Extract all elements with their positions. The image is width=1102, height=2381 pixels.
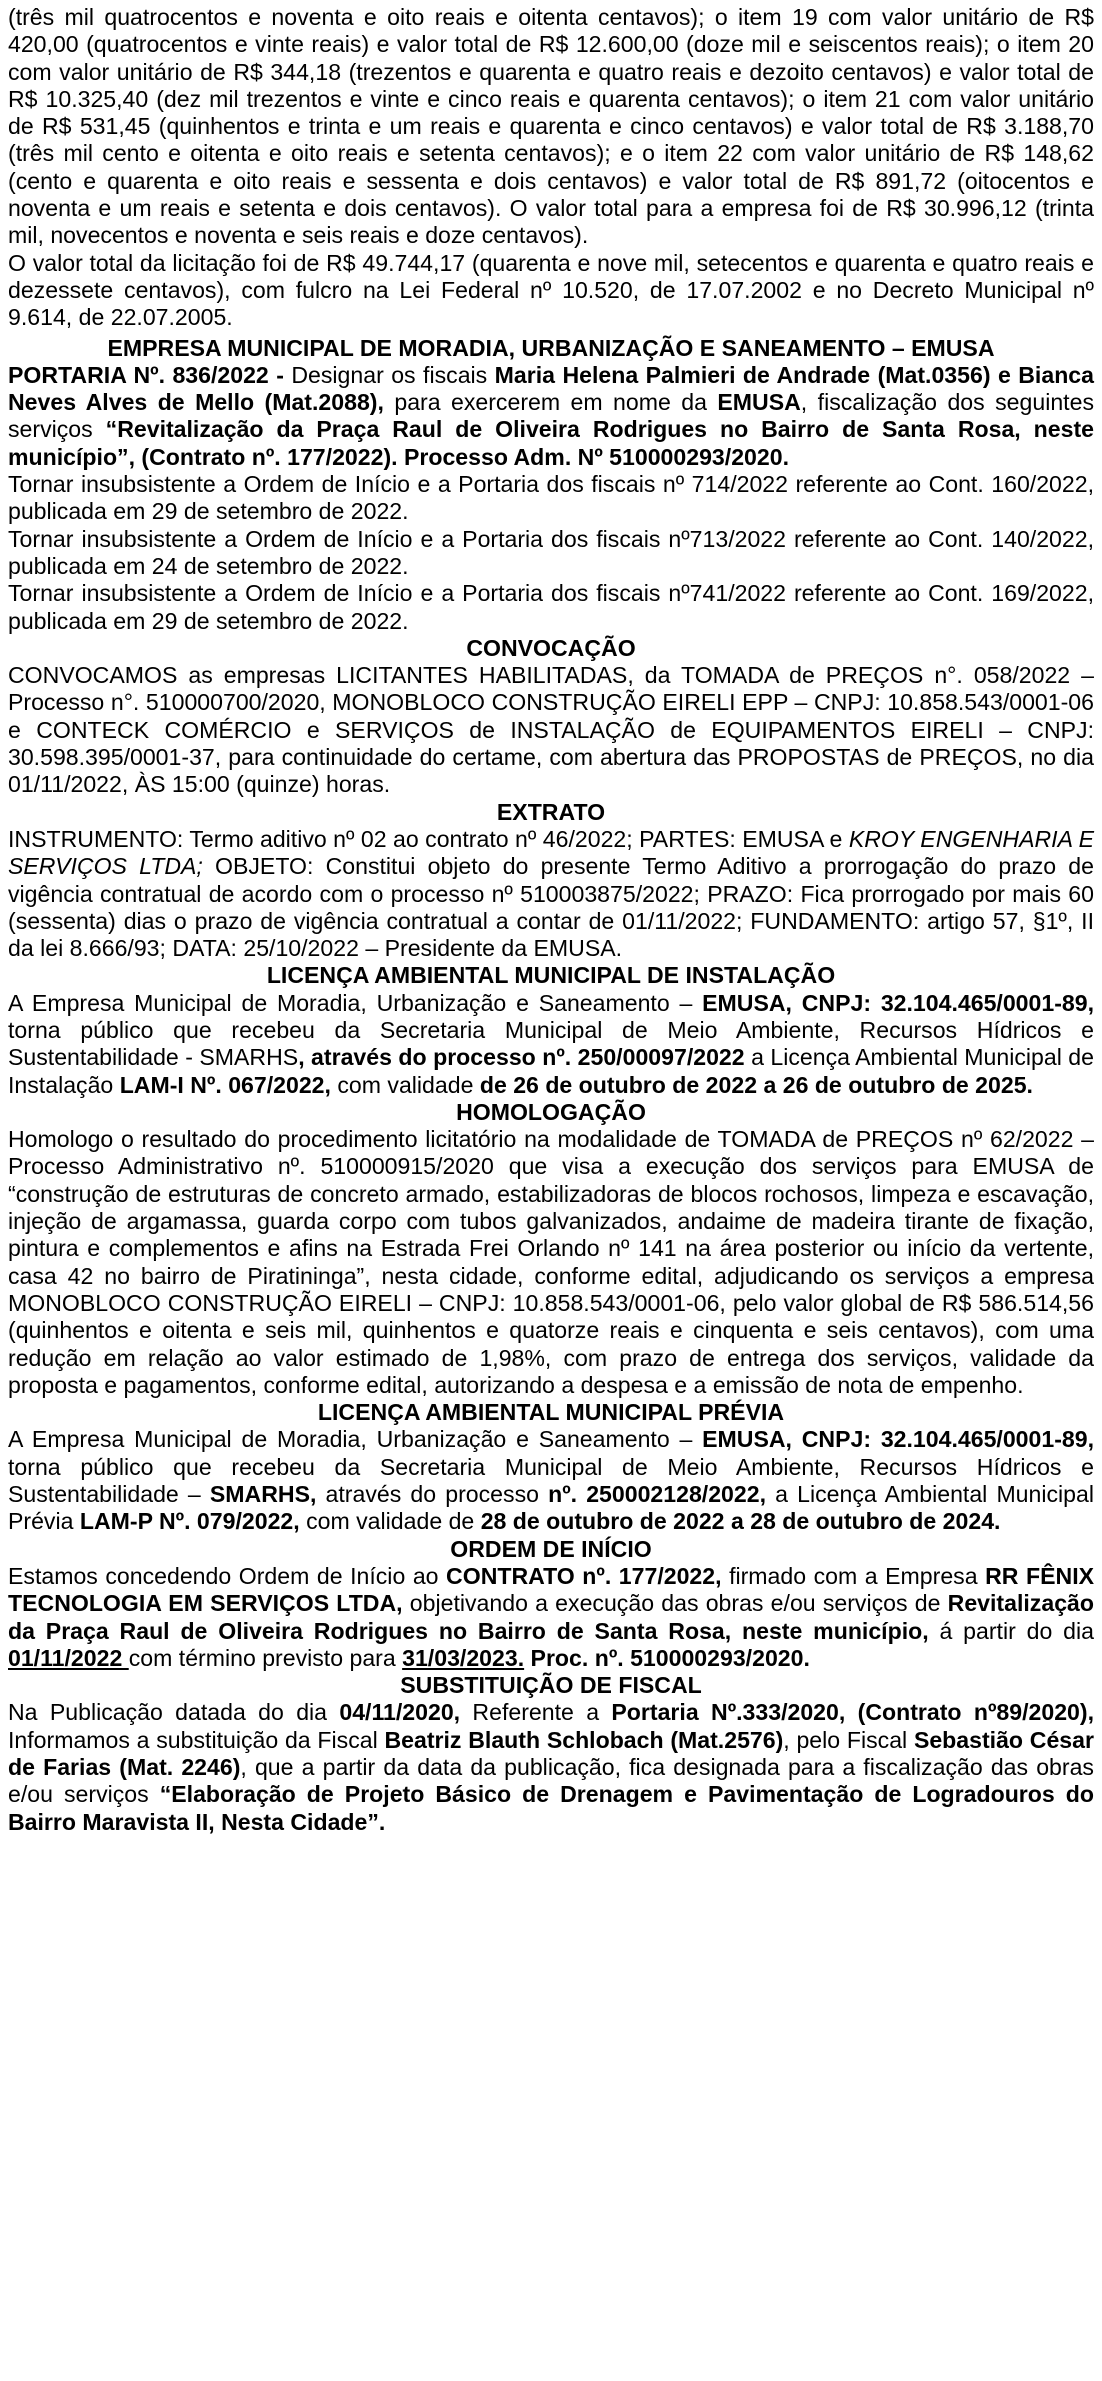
licenca-instalacao-title: LICENÇA AMBIENTAL MUNICIPAL DE INSTALAÇÃO — [266, 962, 836, 989]
total-paragraph: O valor total da licitação foi de R$ 49.744,17 (quarenta e nove mil, setecentos e quarenta e quatro reais e dezessete centavos), com fulcro na Lei Federal nº 10.520, de 17.07.2002 e no Decreto Municipal nº 9.614, de 22.07.2005. — [8, 249, 1094, 331]
extrato-title: EXTRATO — [496, 798, 606, 825]
portaria-service: “Revitalização da Praça Raul de Oliveira Rodrigues no Bairro de Santa Rosa, neste município”, (Contrato nº. 177/2022). Processo Adm. Nº 510000293/2020. — [8, 416, 1094, 470]
insubsistente-paragraph: Tornar insubsistente a Ordem de Início e a Portaria dos fiscais nº713/2022 referente ao Cont. 140/2022, publicada em 24 de setembro de 2022. — [8, 525, 1094, 579]
convocacao-body: CONVOCAMOS as empresas LICITANTES HABILITADAS, da TOMADA de PREÇOS n°. 058/2022 – Processo n°. 510000700/2020, MONOBLOCO CONSTRUÇÃO EIRELI EPP – CNPJ: 10.858.543/0001-06 e CONTECK COMÉRCIO e SERVIÇOS de INSTALAÇÃO de EQUIPAMENTOS EIRELI – CNPJ: 30.598.395/0001-37, para continuidade do certame, com abertura das PROPOSTAS de PREÇOS, no dia 01/11/2022, ÀS 15:00 (quinze) horas. — [8, 662, 1094, 798]
continuation-paragraph: (três mil quatrocentos e noventa e oito reais e oitenta centavos); o item 19 com valor unitário de R$ 420,00 (quatrocentos e vinte reais) e valor total de R$ 12.600,00 (doze mil e seiscentos reais); o item 20 com valor unitário de R$ 344,18 (trezentos e quarenta e quatro reais e dezoito centavos) e valor total de R$ 10.325,40 (dez mil trezentos e vinte e cinco reais e quarenta centavos); o item 21 com valor unitário de R$ 531,45 (quinhentos e trinta e um reais e quarenta e cinco centavos) e valor total de R$ 3.188,70 (três mil cento e oitenta e oito reais e setenta centavos); e o item 22 com valor unitário de R$ 148,62 (cento e quarenta e oito reais e sessenta e dois centavos) e valor total de R$ 891,72 (oitocentos e noventa e um reais e setenta e dois centavos). O valor total para a empresa foi de R$ 30.996,12 (trinta mil, novecentos e noventa e seis reais e doze centavos). — [8, 4, 1094, 249]
licenca-previa-title: LICENÇA AMBIENTAL MUNICIPAL PRÉVIA — [317, 1399, 785, 1426]
substituicao-body: Na Publicação datada do dia 04/11/2020, Referente a Portaria Nº.333/2020, (Contrato nº89/2020), Informamos a substituição da Fiscal Beatriz Blauth Schlobach (Mat.2576), pelo Fiscal Sebastião César de Farias (Mat. 2246), que a partir da data da publicação, fica designada para a fiscalização das obras e/ou serviços “Elaboração de Projeto Básico de Drenagem e Pavimentação de Logradouros do Bairro Maravista II, Nesta Cidade”. — [8, 1699, 1094, 1835]
extrato-body: INSTRUMENTO: Termo aditivo nº 02 ao contrato nº 46/2022; PARTES: EMUSA e KROY ENGENHARIA E SERVIÇOS LTDA; OBJETO: Constitui objeto do presente Termo Aditivo a prorrogação do prazo de vigência contratual de acordo com o processo nº 510003875/2022; PRAZO: Fica prorrogado por mais 60 (sessenta) dias o prazo de vigência contratual a contar de 01/11/2022; FUNDAMENTO: artigo 57, §1º, II da lei 8.666/93; DATA: 25/10/2022 – Presidente da EMUSA. — [8, 825, 1094, 962]
portaria-paragraph: PORTARIA Nº. 836/2022 - Designar os fiscais Maria Helena Palmieri de Andrade (Mat.0356) e Bianca Neves Alves de Mello (Mat.2088), para exercerem em nome da EMUSA, fiscalização dos seguintes serviços “Revitalização da Praça Raul de Oliveira Rodrigues no Bairro de Santa Rosa, neste município”, (Contrato nº. 177/2022). Processo Adm. Nº 510000293/2020. — [8, 361, 1094, 470]
insubsistente-paragraph: Tornar insubsistente a Ordem de Início e a Portaria dos fiscais nº 714/2022 referente ao Cont. 160/2022, publicada em 29 de setembro de 2022. — [8, 471, 1094, 525]
end-date: 31/03/2023. — [402, 1644, 525, 1671]
licenca-previa-body: A Empresa Municipal de Moradia, Urbanização e Saneamento – EMUSA, CNPJ: 32.104.465/0001-89, torna público que recebeu da Secretaria Municipal de Meio Ambiente, Recursos Hídricos e Sustentabilidade – SMARHS, através do processo nº. 250002128/2022, a Licença Ambiental Municipal Prévia LAM-P Nº. 079/2022, com validade de 28 de outubro de 2022 a 28 de outubro de 2024. — [8, 1426, 1094, 1535]
emusa-section-header: EMPRESA MUNICIPAL DE MORADIA, URBANIZAÇÃO E SANEAMENTO – EMUSA — [107, 334, 995, 361]
extrato-company: KROY ENGENHARIA E SERVIÇOS LTDA; — [8, 825, 1094, 880]
portaria-number: PORTARIA Nº. 836/2022 - — [8, 361, 284, 388]
homologacao-body: Homologo o resultado do procedimento licitatório na modalidade de TOMADA de PREÇOS nº 62/2022 – Processo Administrativo nº. 510000915/2020 que visa a execução dos serviços para EMUSA de “construção de estruturas de concreto armado, estabilizadoras de blocos rochosos, limpeza e escavação, injeção de argamassa, guarda corpo com tubos galvanizados, andaime de madeira tirante de fixação, pintura e complementos e afins na Estrada Frei Orlando nº 141 na área posterior ou início da vertente, casa 42 no bairro de Piratininga”, nesta cidade, conforme edital, adjudicando os serviços a empresa MONOBLOCO CONSTRUÇÃO EIRELI – CNPJ: 10.858.543/0001-06, pelo valor global de R$ 586.514,56 (quinhentos e oitenta e seis mil, quinhentos e quatorze reais e cinquenta e seis centavos), com uma redução em relação ao valor estimado de 1,98%, com prazo de entrega dos serviços, validade da proposta e pagamentos, conforme edital, autorizando a despesa e a emissão de nota de empenho. — [8, 1126, 1094, 1398]
convocacao-title: CONVOCAÇÃO — [466, 634, 636, 661]
insubsistente-paragraph: Tornar insubsistente a Ordem de Início e a Portaria dos fiscais nº741/2022 referente ao Cont. 169/2022, publicada em 29 de setembro de 2022. — [8, 580, 1094, 634]
substituicao-title: SUBSTITUIÇÃO DE FISCAL — [400, 1672, 702, 1699]
ordem-inicio-body: Estamos concedendo Ordem de Início ao CONTRATO nº. 177/2022, firmado com a Empresa RR FÊNIX TECNOLOGIA EM SERVIÇOS LTDA, objetivando a execução das obras e/ou serviços de Revitalização da Praça Raul de Oliveira Rodrigues no Bairro de Santa Rosa, neste município, á partir do dia 01/11/2022 com término previsto para 31/03/2023. Proc. nº. 510000293/2020. — [8, 1562, 1095, 1671]
start-date: 01/11/2022 — [8, 1644, 129, 1671]
homologacao-title: HOMOLOGAÇÃO — [456, 1098, 646, 1125]
licenca-instalacao-body: A Empresa Municipal de Moradia, Urbanização e Saneamento – EMUSA, CNPJ: 32.104.465/0001-89, torna público que recebeu da Secretaria Municipal de Meio Ambiente, Recursos Hídricos e Sustentabilidade - SMARHS, através do processo nº. 250/00097/2022 a Licença Ambiental Municipal de Instalação LAM-I Nº. 067/2022, com validade de 26 de outubro de 2022 a 26 de outubro de 2025. — [8, 989, 1094, 1098]
portaria-fiscais: Maria Helena Palmieri de Andrade (Mat.0356) e Bianca Neves Alves de Mello (Mat.2088), — [8, 361, 1094, 416]
ordem-inicio-title: ORDEM DE INÍCIO — [450, 1535, 652, 1562]
